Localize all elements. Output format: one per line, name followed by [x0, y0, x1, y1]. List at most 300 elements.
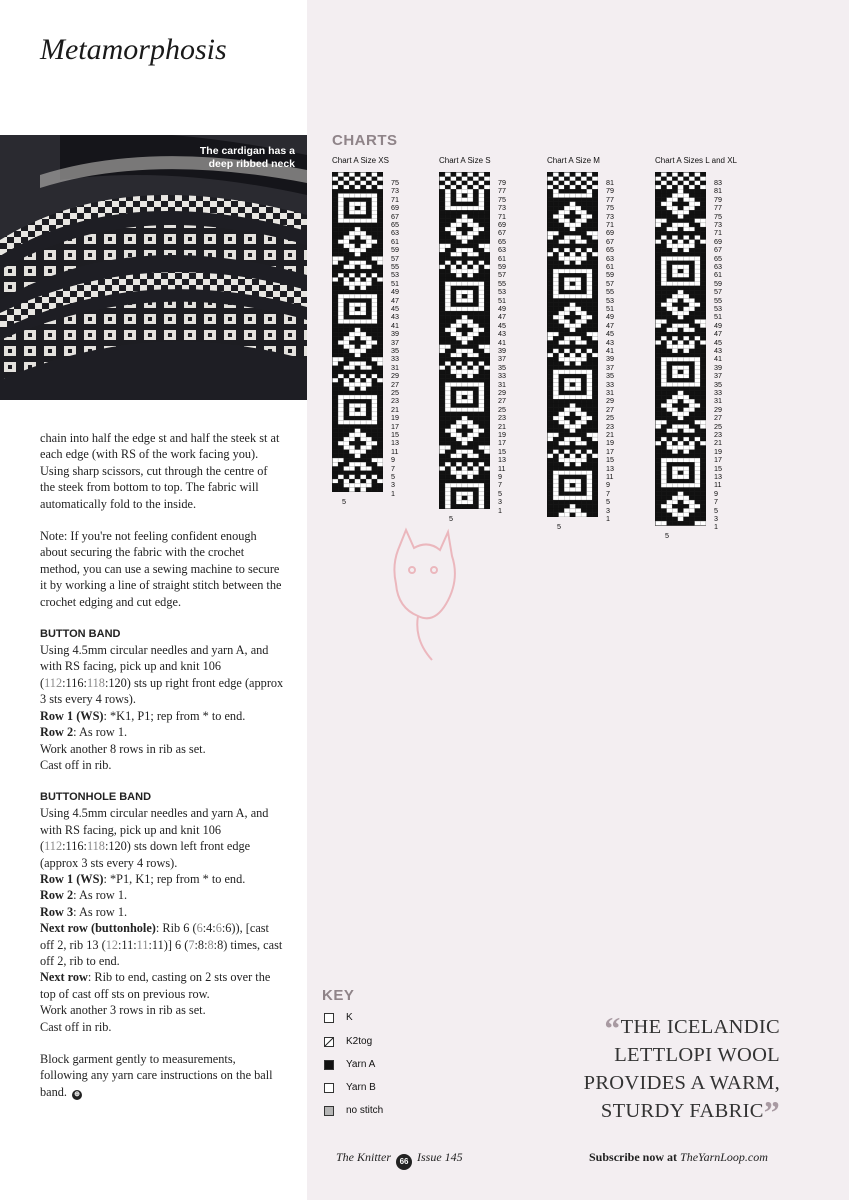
chart-cell-yarn-b	[576, 278, 582, 282]
chart-cell-yarn-a	[592, 328, 598, 332]
chart-cell-yarn-b	[344, 366, 350, 370]
chart-cell-yarn-a	[548, 307, 554, 311]
chart-cell-yarn-b	[377, 257, 383, 261]
chart-cell-yarn-a	[377, 236, 383, 240]
chart-cell-yarn-a	[570, 173, 576, 177]
chart-cell-yarn-b	[344, 437, 350, 441]
chart-cell-yarn-a	[592, 374, 598, 378]
row-number: 59	[714, 278, 722, 288]
subscribe-link[interactable]: TheYarnLoop.com	[680, 1150, 768, 1164]
chart-cell-yarn-a	[440, 475, 446, 479]
chart-cell-yarn-a	[479, 425, 485, 429]
chart-cell-yarn-a	[661, 425, 667, 429]
chart-cell-yarn-b	[451, 370, 457, 374]
chart-cell-yarn-a	[440, 399, 446, 403]
chart-cell-yarn-a	[656, 492, 662, 496]
chart-cell-yarn-a	[559, 202, 565, 206]
chart-cell-yarn-a	[484, 391, 490, 395]
chart-cell-yarn-a	[333, 269, 339, 273]
chart-cell-yarn-b	[695, 236, 701, 240]
chart-cell-yarn-b	[570, 252, 576, 256]
chart-cell-yarn-a	[451, 210, 457, 214]
chart-cell-yarn-b	[479, 181, 485, 185]
chart-cell-yarn-a	[592, 215, 598, 219]
chart-cell-yarn-a	[445, 425, 451, 429]
chart-cell-yarn-b	[349, 462, 355, 466]
chart-cell-yarn-a	[377, 412, 383, 416]
chart-cell-yarn-b	[564, 248, 570, 252]
chart-cell-yarn-b	[576, 479, 582, 483]
chart-cell-yarn-a	[548, 290, 554, 294]
chart-cell-yarn-b	[451, 231, 457, 235]
chart-cell-yarn-a	[333, 408, 339, 412]
chart-cell-yarn-a	[333, 383, 339, 387]
chart-cell-yarn-a	[361, 399, 367, 403]
chart-cell-yarn-a	[451, 299, 457, 303]
chart-cell-yarn-a	[445, 433, 451, 437]
chart-cell-yarn-a	[366, 261, 372, 265]
chart-cell-yarn-a	[445, 236, 451, 240]
button-band-line3: Work another 8 rows in rib as set.	[40, 741, 206, 756]
chart-cell-yarn-b	[564, 294, 570, 298]
chart-cell-yarn-a	[479, 278, 485, 282]
chart-cell-yarn-b	[689, 500, 695, 504]
chart-cell-yarn-a	[338, 223, 344, 227]
chart-cell-yarn-a	[559, 189, 565, 193]
chart-cell-yarn-a	[581, 437, 587, 441]
chart-cell-yarn-b	[468, 492, 474, 496]
chart-cell-yarn-b	[581, 353, 587, 357]
chart-cell-yarn-a	[451, 198, 457, 202]
chart-cell-yarn-b	[445, 202, 451, 206]
chart-cell-yarn-a	[440, 257, 446, 261]
chart-cell-yarn-a	[338, 433, 344, 437]
chart-cell-yarn-b	[672, 345, 678, 349]
chart-cell-yarn-a	[372, 488, 378, 492]
chart-cell-yarn-a	[445, 475, 451, 479]
chart-cell-yarn-b	[548, 236, 554, 240]
chart-cell-yarn-b	[581, 357, 587, 361]
chart-cell-yarn-a	[661, 492, 667, 496]
chart-cell-yarn-a	[366, 299, 372, 303]
chart-cell-yarn-b	[678, 240, 684, 244]
chart-cell-yarn-b	[672, 236, 678, 240]
chart-cell-yarn-a	[473, 181, 479, 185]
chart-cell-yarn-a	[564, 315, 570, 319]
chart-cell-yarn-b	[355, 202, 361, 206]
chart-cell-yarn-a	[656, 395, 662, 399]
chart-cell-yarn-a	[592, 446, 598, 450]
chart-cell-yarn-a	[344, 290, 350, 294]
chart-cell-yarn-b	[473, 483, 479, 487]
chart-cell-yarn-b	[349, 483, 355, 487]
chart-cell-yarn-a	[372, 261, 378, 265]
chart-cell-yarn-b	[372, 202, 378, 206]
row-number: 29	[606, 396, 614, 406]
chart-cell-yarn-a	[366, 307, 372, 311]
chart-cell-yarn-a	[581, 475, 587, 479]
chart-cell-yarn-a	[564, 185, 570, 189]
key-label: K	[346, 1012, 353, 1023]
size-s-count: 12	[105, 937, 118, 952]
chart-cell-yarn-b	[338, 341, 344, 345]
chart-cell-yarn-a	[581, 404, 587, 408]
chart-cell-yarn-a	[700, 513, 706, 517]
chart-cell-yarn-a	[667, 387, 673, 391]
chart-cell-yarn-a	[661, 500, 667, 504]
chart-cell-yarn-a	[656, 483, 662, 487]
chart-cell-yarn-b	[484, 248, 490, 252]
chart-cell-yarn-a	[684, 202, 690, 206]
chart-cell-yarn-a	[473, 315, 479, 319]
chart-cell-yarn-a	[592, 378, 598, 382]
chart-cell-yarn-b	[576, 362, 582, 366]
chart-cell-yarn-b	[361, 236, 367, 240]
chart-cell-yarn-b	[372, 357, 378, 361]
chart-cell-yarn-b	[570, 357, 576, 361]
chart-cell-yarn-b	[570, 202, 576, 206]
chart-cell-yarn-a	[361, 257, 367, 261]
subscribe-label: Subscribe now at	[589, 1150, 678, 1164]
chart-cell-yarn-b	[667, 185, 673, 189]
chart-cell-yarn-a	[700, 349, 706, 353]
chart-cell-yarn-b	[667, 509, 673, 513]
chart-cell-yarn-a	[689, 248, 695, 252]
chart-cell-yarn-a	[548, 273, 554, 277]
chart-cell-yarn-b	[349, 420, 355, 424]
chart-cell-yarn-b	[672, 244, 678, 248]
chart-cell-yarn-a	[377, 273, 383, 277]
chart-cell-yarn-a	[564, 429, 570, 433]
chart-cell-yarn-b	[333, 185, 339, 189]
chart-cell-yarn-a	[468, 202, 474, 206]
chart-cell-yarn-a	[456, 185, 462, 189]
chart-cell-yarn-b	[576, 324, 582, 328]
chart-cell-yarn-b	[468, 500, 474, 504]
chart-cell-yarn-b	[451, 353, 457, 357]
chart-cell-yarn-a	[372, 467, 378, 471]
chart-cell-yarn-a	[440, 206, 446, 210]
chart-cell-yarn-b	[479, 500, 485, 504]
chart-cell-yarn-b	[672, 383, 678, 387]
chart-cell-yarn-b	[456, 219, 462, 223]
chart-cell-yarn-b	[361, 194, 367, 198]
chart-cell-yarn-a	[349, 223, 355, 227]
chart-cell-yarn-a	[372, 429, 378, 433]
chart-cell-yarn-a	[377, 231, 383, 235]
chart-cell-yarn-a	[689, 475, 695, 479]
chart-cell-yarn-a	[377, 408, 383, 412]
chart-cell-yarn-a	[592, 496, 598, 500]
chart-cell-yarn-b	[456, 399, 462, 403]
chart-cell-yarn-a	[349, 252, 355, 256]
chart-cell-yarn-a	[445, 420, 451, 424]
chart-cell-yarn-a	[689, 387, 695, 391]
chart-cell-yarn-b	[456, 194, 462, 198]
chart-cell-yarn-a	[576, 231, 582, 235]
chart-cell-yarn-a	[689, 194, 695, 198]
chart-cell-yarn-b	[689, 504, 695, 508]
chart-cell-yarn-a	[564, 202, 570, 206]
chart-cell-yarn-b	[581, 240, 587, 244]
row-number: 69	[606, 228, 614, 238]
chart-cell-yarn-a	[576, 273, 582, 277]
chart-cell-yarn-a	[592, 294, 598, 298]
chart-cell-yarn-b	[468, 425, 474, 429]
row-number: 31	[391, 362, 399, 372]
chart-cell-yarn-b	[581, 513, 587, 517]
chart-cell-yarn-b	[355, 462, 361, 466]
chart-cell-yarn-a	[361, 378, 367, 382]
chart-cell-yarn-a	[473, 286, 479, 290]
chart-cell-yarn-a	[440, 320, 446, 324]
chart-cell-yarn-a	[592, 471, 598, 475]
chart-cell-yarn-b	[372, 341, 378, 345]
chart-cell-yarn-b	[333, 362, 339, 366]
chart-cell-yarn-b	[684, 467, 690, 471]
chart-cell-yarn-a	[462, 496, 468, 500]
chart-cell-yarn-b	[479, 173, 485, 177]
chart-cell-yarn-a	[548, 219, 554, 223]
chart-cell-yarn-a	[667, 181, 673, 185]
chart-cell-yarn-a	[667, 252, 673, 256]
chart-cell-yarn-a	[689, 278, 695, 282]
chart-l-xl-stitch-label: 5	[665, 530, 669, 540]
chart-cell-yarn-b	[667, 202, 673, 206]
chart-cell-yarn-a	[484, 219, 490, 223]
chart-cell-yarn-a	[548, 429, 554, 433]
chart-cell-yarn-a	[451, 391, 457, 395]
chart-cell-yarn-a	[440, 210, 446, 214]
chart-cell-yarn-b	[468, 324, 474, 328]
chart-cell-yarn-a	[377, 189, 383, 193]
chart-cell-yarn-b	[377, 177, 383, 181]
chart-cell-yarn-a	[344, 391, 350, 395]
chart-cell-yarn-a	[576, 290, 582, 294]
chart-cell-yarn-a	[553, 210, 559, 214]
chart-cell-yarn-b	[576, 248, 582, 252]
chart-cell-yarn-a	[661, 294, 667, 298]
chart-cell-yarn-b	[479, 408, 485, 412]
chart-cell-yarn-a	[689, 462, 695, 466]
chart-cell-yarn-b	[338, 404, 344, 408]
chart-cell-yarn-a	[661, 223, 667, 227]
chart-cell-yarn-a	[479, 374, 485, 378]
chart-cell-yarn-a	[678, 433, 684, 437]
chart-cell-yarn-a	[338, 462, 344, 466]
chart-cell-yarn-a	[695, 311, 701, 315]
chart-cell-yarn-a	[445, 454, 451, 458]
chart-cell-yarn-a	[656, 513, 662, 517]
chart-cell-yarn-a	[581, 248, 587, 252]
chart-cell-yarn-b	[468, 475, 474, 479]
chart-cell-yarn-b	[451, 265, 457, 269]
chart-cell-yarn-a	[333, 454, 339, 458]
chart-cell-yarn-a	[581, 244, 587, 248]
chart-cell-yarn-a	[656, 336, 662, 340]
chart-cell-yarn-a	[581, 362, 587, 366]
chart-cell-yarn-b	[695, 504, 701, 508]
chart-cell-yarn-b	[564, 324, 570, 328]
chart-cell-yarn-a	[377, 299, 383, 303]
chart-cell-yarn-a	[355, 336, 361, 340]
chart-cell-yarn-b	[361, 282, 367, 286]
chart-cell-yarn-b	[656, 441, 662, 445]
chart-cell-yarn-a	[338, 429, 344, 433]
chart-cell-yarn-b	[553, 294, 559, 298]
chart-cell-yarn-b	[479, 299, 485, 303]
chart-cell-yarn-a	[361, 177, 367, 181]
chart-cell-yarn-a	[656, 500, 662, 504]
chart-cell-yarn-a	[700, 496, 706, 500]
chart-cell-yarn-a	[695, 227, 701, 231]
chart-cell-yarn-a	[570, 391, 576, 395]
chart-cell-yarn-a	[333, 282, 339, 286]
chart-cell-yarn-a	[468, 265, 474, 269]
chart-cell-yarn-a	[548, 240, 554, 244]
chart-cell-yarn-b	[695, 257, 701, 261]
chart-cell-yarn-b	[456, 198, 462, 202]
chart-cell-yarn-b	[553, 488, 559, 492]
chart-cell-yarn-b	[570, 328, 576, 332]
chart-cell-yarn-b	[587, 370, 593, 374]
chart-label-s: Chart A Size S	[439, 156, 491, 165]
chart-cell-yarn-b	[661, 471, 667, 475]
chart-cell-yarn-a	[656, 370, 662, 374]
chart-cell-yarn-a	[338, 231, 344, 235]
chart-cell-yarn-a	[700, 412, 706, 416]
chart-cell-yarn-b	[672, 273, 678, 277]
row-number: 65	[606, 245, 614, 255]
chart-cell-yarn-b	[355, 349, 361, 353]
chart-cell-yarn-a	[689, 479, 695, 483]
chart-cell-yarn-b	[689, 244, 695, 248]
chart-cell-yarn-b	[678, 391, 684, 395]
chart-cell-yarn-b	[656, 324, 662, 328]
chart-cell-yarn-b	[338, 475, 344, 479]
chart-cell-yarn-a	[548, 391, 554, 395]
chart-cell-yarn-a	[592, 307, 598, 311]
chart-cell-yarn-a	[587, 420, 593, 424]
chart-cell-yarn-b	[361, 408, 367, 412]
chart-cell-yarn-b	[667, 458, 673, 462]
grey-swatch-icon	[324, 1106, 334, 1116]
chart-cell-yarn-b	[484, 244, 490, 248]
chart-cell-yarn-a	[667, 286, 673, 290]
chart-cell-yarn-b	[468, 353, 474, 357]
chart-cell-yarn-b	[361, 261, 367, 265]
chart-cell-yarn-a	[581, 509, 587, 513]
chart-cell-yarn-b	[451, 177, 457, 181]
chart-cell-yarn-a	[355, 458, 361, 462]
chart-cell-yarn-b	[553, 332, 559, 336]
chart-cell-yarn-a	[468, 257, 474, 261]
chart-cell-yarn-a	[592, 324, 598, 328]
chart-cell-yarn-a	[695, 177, 701, 181]
chart-cell-yarn-a	[333, 286, 339, 290]
chart-cell-yarn-a	[479, 273, 485, 277]
chart-cell-yarn-a	[366, 357, 372, 361]
chart-cell-yarn-a	[576, 198, 582, 202]
chart-cell-yarn-a	[559, 332, 565, 336]
chart-cell-yarn-b	[372, 311, 378, 315]
chart-cell-yarn-a	[349, 189, 355, 193]
chart-cell-yarn-a	[484, 504, 490, 508]
chart-cell-yarn-b	[462, 315, 468, 319]
chart-cell-yarn-b	[570, 353, 576, 357]
chart-cell-yarn-a	[344, 215, 350, 219]
chart-cell-yarn-b	[548, 177, 554, 181]
chart-cell-yarn-a	[700, 353, 706, 357]
chart-cell-yarn-a	[484, 282, 490, 286]
chart-cell-yarn-b	[338, 303, 344, 307]
chart-cell-yarn-a	[333, 173, 339, 177]
chart-cell-yarn-b	[349, 336, 355, 340]
chart-cell-yarn-b	[355, 450, 361, 454]
row-number: 51	[714, 312, 722, 322]
chart-cell-yarn-b	[338, 441, 344, 445]
chart-cell-yarn-a	[548, 425, 554, 429]
chart-cell-yarn-b	[695, 483, 701, 487]
chart-cell-yarn-a	[553, 504, 559, 508]
chart-cell-yarn-b	[587, 383, 593, 387]
chart-cell-yarn-b	[689, 257, 695, 261]
chart-cell-yarn-b	[355, 303, 361, 307]
row-number: 51	[606, 304, 614, 313]
chart-cell-yarn-a	[355, 206, 361, 210]
chart-cell-yarn-a	[695, 315, 701, 319]
chart-cell-yarn-a	[440, 231, 446, 235]
chart-cell-yarn-b	[462, 500, 468, 504]
chart-cell-yarn-a	[564, 227, 570, 231]
chart-cell-yarn-a	[366, 399, 372, 403]
chart-cell-yarn-b	[695, 202, 701, 206]
chart-cell-yarn-b	[587, 471, 593, 475]
row-number: 65	[391, 220, 399, 229]
chart-cell-yarn-a	[344, 349, 350, 353]
chart-cell-yarn-b	[361, 446, 367, 450]
chart-cell-yarn-a	[445, 336, 451, 340]
chart-cell-yarn-b	[667, 240, 673, 244]
chart-cell-yarn-a	[473, 244, 479, 248]
chart-cell-yarn-b	[473, 366, 479, 370]
chart-cell-yarn-a	[484, 194, 490, 198]
chart-cell-yarn-b	[672, 370, 678, 374]
chart-cell-yarn-b	[678, 492, 684, 496]
chart-cell-yarn-a	[576, 504, 582, 508]
row-number: 15	[391, 430, 399, 439]
chart-cell-yarn-b	[689, 202, 695, 206]
chart-cell-yarn-b	[445, 328, 451, 332]
chart-cell-yarn-a	[355, 315, 361, 319]
chart-cell-yarn-a	[456, 210, 462, 214]
chart-cell-yarn-a	[361, 425, 367, 429]
chart-cell-yarn-a	[440, 303, 446, 307]
chart-cell-yarn-a	[333, 273, 339, 277]
chart-cell-yarn-a	[656, 404, 662, 408]
row-number: 31	[606, 388, 614, 397]
chart-cell-yarn-a	[581, 488, 587, 492]
chart-cell-yarn-a	[656, 362, 662, 366]
chart-cell-yarn-b	[570, 185, 576, 189]
chart-cell-yarn-a	[672, 315, 678, 319]
chart-cell-yarn-a	[656, 416, 662, 420]
chart-cell-yarn-a	[553, 240, 559, 244]
chart-cell-yarn-a	[484, 240, 490, 244]
chart-cell-yarn-b	[684, 458, 690, 462]
chart-cell-yarn-a	[672, 320, 678, 324]
chart-cell-yarn-b	[667, 345, 673, 349]
